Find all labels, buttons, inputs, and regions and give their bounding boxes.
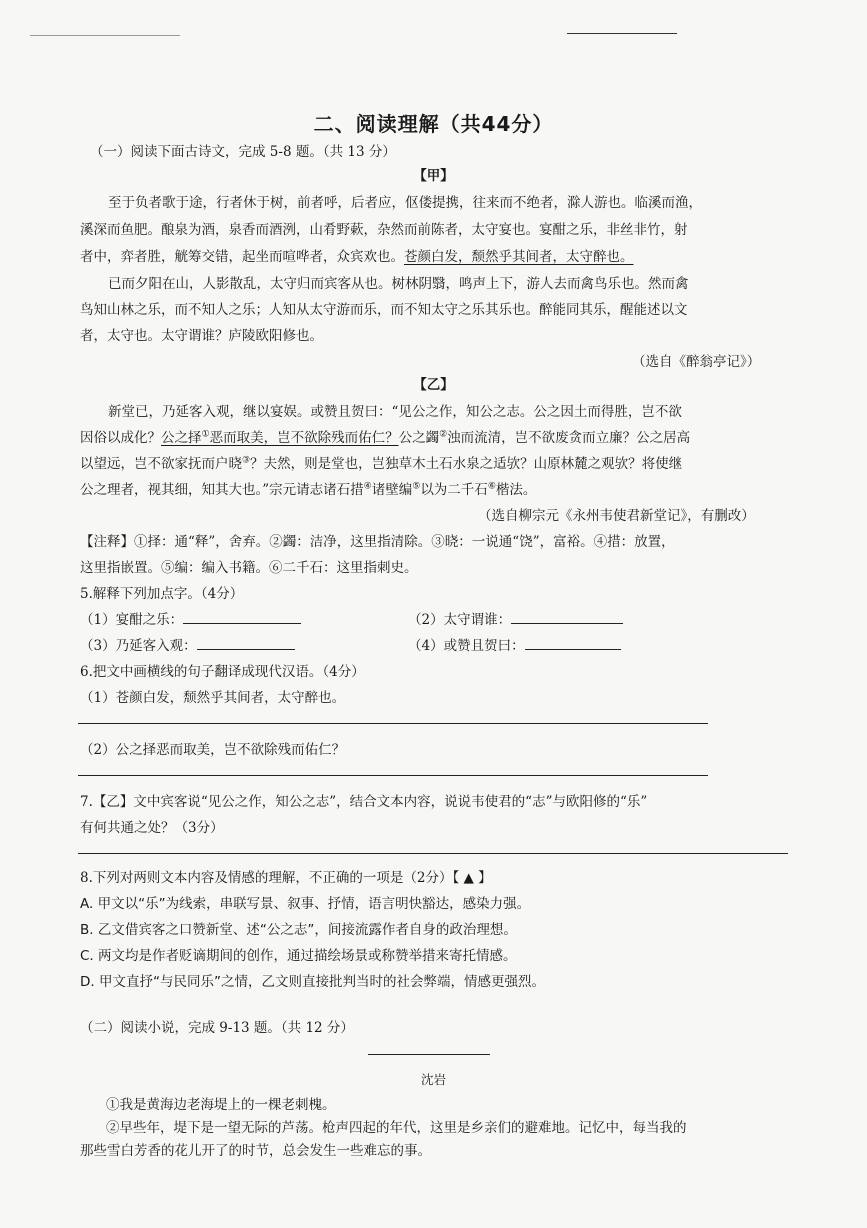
note-mark-6: ⑥ bbox=[487, 481, 496, 492]
jia-line-4: 已而夕阳在山，人影散乱，太守归而宾客从也。树林阴翳，鸣声上下，游人去而禽鸟乐也。然而禽 bbox=[108, 276, 689, 292]
q7-line-2: 有何共通之处？（3分） bbox=[80, 820, 224, 836]
jia-label: 【甲】 bbox=[413, 168, 454, 184]
yi-text: 公之蠲 bbox=[398, 430, 440, 446]
yi-line-1: 新堂已，乃延客入观，继以宴娱。或赞且贺曰：“见公之作，知公之志。公之因土而得胜，岂不欲 bbox=[108, 404, 682, 420]
yi-underlined-part-b: 恶而取美，岂不欲除残而佑仁？ bbox=[209, 430, 399, 446]
yi-text: 诸壁编 bbox=[371, 482, 413, 498]
q6-stem: 6.把文中画横线的句子翻译成现代汉语。（4分） bbox=[80, 664, 365, 680]
q5-answer-blank-2[interactable] bbox=[511, 609, 623, 624]
yi-text: 以望远，岂不欲家抚而户晓 bbox=[80, 456, 242, 472]
jia-underlined-sentence: 苍颜白发，颓然乎其间者，太守醉也。 bbox=[404, 249, 634, 265]
yi-line-2 bbox=[80, 426, 690, 446]
jia-line-1: 至于负者歌于途，行者休于树，前者呼，后者应，伛偻提携，往来而不绝者，滁人游也。临溪而渔， bbox=[108, 195, 702, 211]
q5-item-1-label: （1）宴酣之乐： bbox=[80, 612, 184, 628]
jia-line-3-text: 者中，弈者胜，觥筹交错，起坐而喧哗者，众宾欢也。 bbox=[80, 249, 404, 265]
story-para-2-line-1: ②早些年，堤下是一望无际的芦荡。枪声四起的年代，这里是乡亲们的避难地。记忆中，每当我的 bbox=[106, 1120, 687, 1136]
q8-option-a[interactable]: A. 甲文以“乐”为线索，串联写景、叙事、抒情，语言明快豁达，感染力强。 bbox=[80, 896, 531, 912]
part2-intro: （二）阅读小说，完成 9-13 题。（共 12 分） bbox=[80, 1020, 354, 1036]
scan-top-line-right bbox=[567, 33, 677, 34]
note-mark-5: ⑤ bbox=[412, 481, 421, 492]
note-mark-4: ④ bbox=[363, 481, 372, 492]
q6-answer-line-2[interactable] bbox=[78, 775, 708, 776]
q5-item-4-label: （4）或赞且贺曰： bbox=[408, 638, 525, 654]
section-title: 二、阅读理解（共44分） bbox=[313, 112, 554, 136]
yi-text: 以为二千石 bbox=[420, 482, 488, 498]
q5-item-2-label: （2）太守谓谁： bbox=[408, 612, 512, 628]
q5-item-3-label: （3）乃延客入观： bbox=[80, 638, 197, 654]
yi-text: 浊而流清，岂不欲废贪而立廉？公之居高 bbox=[447, 430, 691, 446]
yi-underlined-sentence bbox=[161, 430, 399, 446]
q5-item-3 bbox=[80, 634, 295, 654]
scan-top-line-left bbox=[30, 35, 180, 36]
jia-line-5: 鸟知山林之乐，而不知人之乐；人知从太守游而乐，而不知太守之乐其乐也。醉能同其乐，醒能述以文 bbox=[80, 302, 688, 318]
story-para-2-line-2: 那些雪白芳香的花儿开了的时节，总会发生一些难忘的事。 bbox=[80, 1143, 431, 1159]
yi-text: ？夫然，则是堂也，岂独草木土石水泉之适欤？山原林麓之观欤？将使继 bbox=[250, 456, 683, 472]
yi-text: 楷法。 bbox=[495, 482, 537, 498]
jia-line-3 bbox=[80, 245, 634, 265]
q8-option-d[interactable]: D. 甲文直抒“与民同乐”之情，乙文则直接批判当时的社会弊端，情感更强烈。 bbox=[80, 974, 545, 990]
story-para-1: ①我是黄海边老海堤上的一棵老刺槐。 bbox=[106, 1097, 336, 1113]
jia-source: （选自《醉翁亭记》） bbox=[632, 354, 761, 370]
notes-line-1: 【注释】①择：通“释”，舍弃。②蠲：洁净，这里指清除。③晓：一说通“饶”，富裕。④措：放置， bbox=[80, 534, 675, 550]
q6-item-1: （1）苍颜白发，颓然乎其间者，太守醉也。 bbox=[80, 690, 346, 706]
yi-text: 公之理者，视其细，知其大也。”宗元请志诸石措 bbox=[80, 482, 364, 498]
yi-text: 因俗以成化？ bbox=[80, 430, 161, 446]
notes-line-2: 这里指嵌置。⑤编：编入书籍。⑥二千石：这里指刺史。 bbox=[80, 560, 418, 576]
yi-underlined-part-a: 公之择 bbox=[161, 430, 202, 446]
q5-answer-blank-4[interactable] bbox=[525, 635, 621, 650]
q6-answer-line-1[interactable] bbox=[78, 723, 708, 724]
q5-item-4 bbox=[408, 634, 621, 654]
jia-line-2: 溪深而鱼肥。酿泉为酒，泉香而酒洌，山肴野蔌，杂然而前陈者，太守宴也。宴酣之乐，非丝非竹，射 bbox=[80, 222, 688, 238]
q7-answer-line[interactable] bbox=[78, 853, 788, 854]
q5-item-1 bbox=[80, 608, 301, 628]
note-mark-1: ① bbox=[201, 429, 210, 440]
q8-option-b[interactable]: B. 乙文借宾客之口赞新堂、述“公之志”，间接流露作者自身的政治理想。 bbox=[80, 922, 517, 938]
yi-source: （选自柳宗元《永州韦使君新堂记》，有删改） bbox=[478, 508, 755, 524]
yi-label: 【乙】 bbox=[413, 377, 454, 393]
q7-line-1: 7.【乙】文中宾客说“见公之作，知公之志”，结合文本内容，说说韦使君的“志”与欧阳修的“乐” bbox=[80, 794, 648, 810]
q6-item-2: （2）公之择恶而取美，岂不欲除残而佑仁？ bbox=[80, 742, 346, 758]
yi-line-4 bbox=[80, 478, 536, 498]
q8-option-c[interactable]: C. 两文均是作者贬谪期间的创作，通过描绘场景或称赞举措来寄托情感。 bbox=[80, 948, 517, 964]
jia-line-6: 者，太守也。太守谓谁？庐陵欧阳修也。 bbox=[80, 328, 323, 344]
note-mark-2: ② bbox=[439, 429, 448, 440]
q5-stem: 5.解释下列加点字。（4分） bbox=[80, 586, 244, 602]
q5-answer-blank-1[interactable] bbox=[183, 609, 301, 624]
yi-line-3 bbox=[80, 452, 682, 472]
note-mark-3: ③ bbox=[242, 455, 251, 466]
story-author: 沈岩 bbox=[420, 1072, 446, 1087]
q5-item-2 bbox=[408, 608, 623, 628]
q5-answer-blank-3[interactable] bbox=[197, 635, 295, 650]
part1-intro: （一）阅读下面古诗文，完成 5-8 题。（共 13 分） bbox=[90, 144, 396, 160]
title-blank-line bbox=[368, 1054, 490, 1055]
q8-stem: 8.下列对两则文本内容及情感的理解，不正确的一项是（2分）【 ▲ 】 bbox=[80, 870, 492, 886]
